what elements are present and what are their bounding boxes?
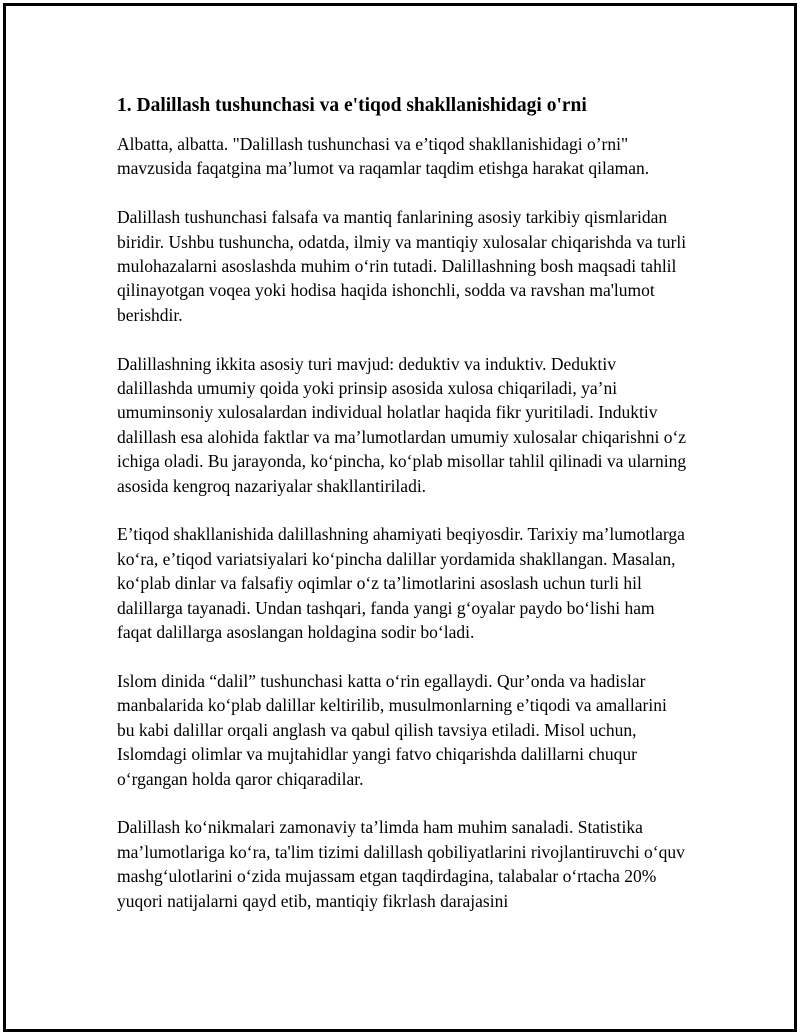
document-body: [117, 92, 687, 937]
section-heading: 1. Dalillash tushunchasi va e'tiqod shakllanishidagi o'rni: [117, 95, 587, 116]
paragraph-belief: E’tiqod shakllanishida dalillashning ahamiyati beqiyosdir. Tarixiy ma’lumotlarga ko‘ra, e’tiqod variatsiyalari ko‘pincha dalillar yordamida shakllangan. Masalan, ko‘plab dinlar va falsafiy oqimlar o‘z ta’limotlarini asoslash uchun turli hil dalillarga tayanadi. Undan tashqari, fanda yangi g‘oyalar paydo bo‘lishi ham faqat dalillarga asoslangan holdagina sodir bo‘ladi.: [117, 524, 685, 643]
paragraph-definition: Dalillash tushunchasi falsafa va mantiq fanlarining asosiy tarkibiy qismlaridan biridir. Ushbu tushuncha, odatda, ilmiy va mantiqiy xulosalar chiqarishda va turli mulohazalarni asoslashda muhim o‘rin tutadi. Dalillashning bosh maqsadi tahlil qilinayotgan voqea yoki hodisa haqida ishonchli, sodda va ravshan ma'lumot berishdir.: [117, 207, 687, 325]
paragraph-islam: Islom dinida “dalil” tushunchasi katta o‘rin egallaydi. Qur’onda va hadislar manbalarida ko‘plab dalillar keltirilib, musulmonlarning e’tiqodi va amallarini bu kabi dalillar orqali anglash va qabul qilish tavsiya etiladi. Misol uchun, Islomdagi olimlar va mujtahidlar yangi fatvo chiqarishda dalillarni chuqur o‘rgangan holda qaror chiqaradilar.: [117, 670, 667, 789]
paragraph-education: Dalillash ko‘nikmalari zamonaviy ta’limda ham muhim sanaladi. Statistika ma’lumotlariga ko‘ra, ta'lim tizimi dalillash qobiliyatlarini rivojlantiruvchi o‘quv mashg‘ulotlarini o‘zida mujassam etgan taqdirdagina, talabalar o‘rtacha 20% yuqori natijalarni qayd etib, mantiqiy fikrlash darajasini: [117, 817, 685, 911]
paragraph-types: Dalillashning ikkita asosiy turi mavjud: deduktiv va induktiv. Deduktiv dalillashda umumiy qoida yoki prinsip asosida xulosa chiqariladi, ya’ni umuminsoniy xulosalardan individual holatlar haqida fikr yuritiladi. Induktiv dalillash esa alohida faktlar va ma’lumotlardan umumiy xulosalar chiqarishni o‘z ichiga oladi. Bu jarayonda, ko‘pincha, ko‘plab misollar tahlil qilinadi va ularning asosida kengroq nazariyalar shakllantiriladi.: [117, 353, 687, 496]
paragraph-intro: Albatta, albatta. "Dalillash tushunchasi va e’tiqod shakllanishidagi o’rni" mavzusida faqatgina ma’lumot va raqamlar taqdim etishga harakat qilaman.: [117, 134, 650, 179]
